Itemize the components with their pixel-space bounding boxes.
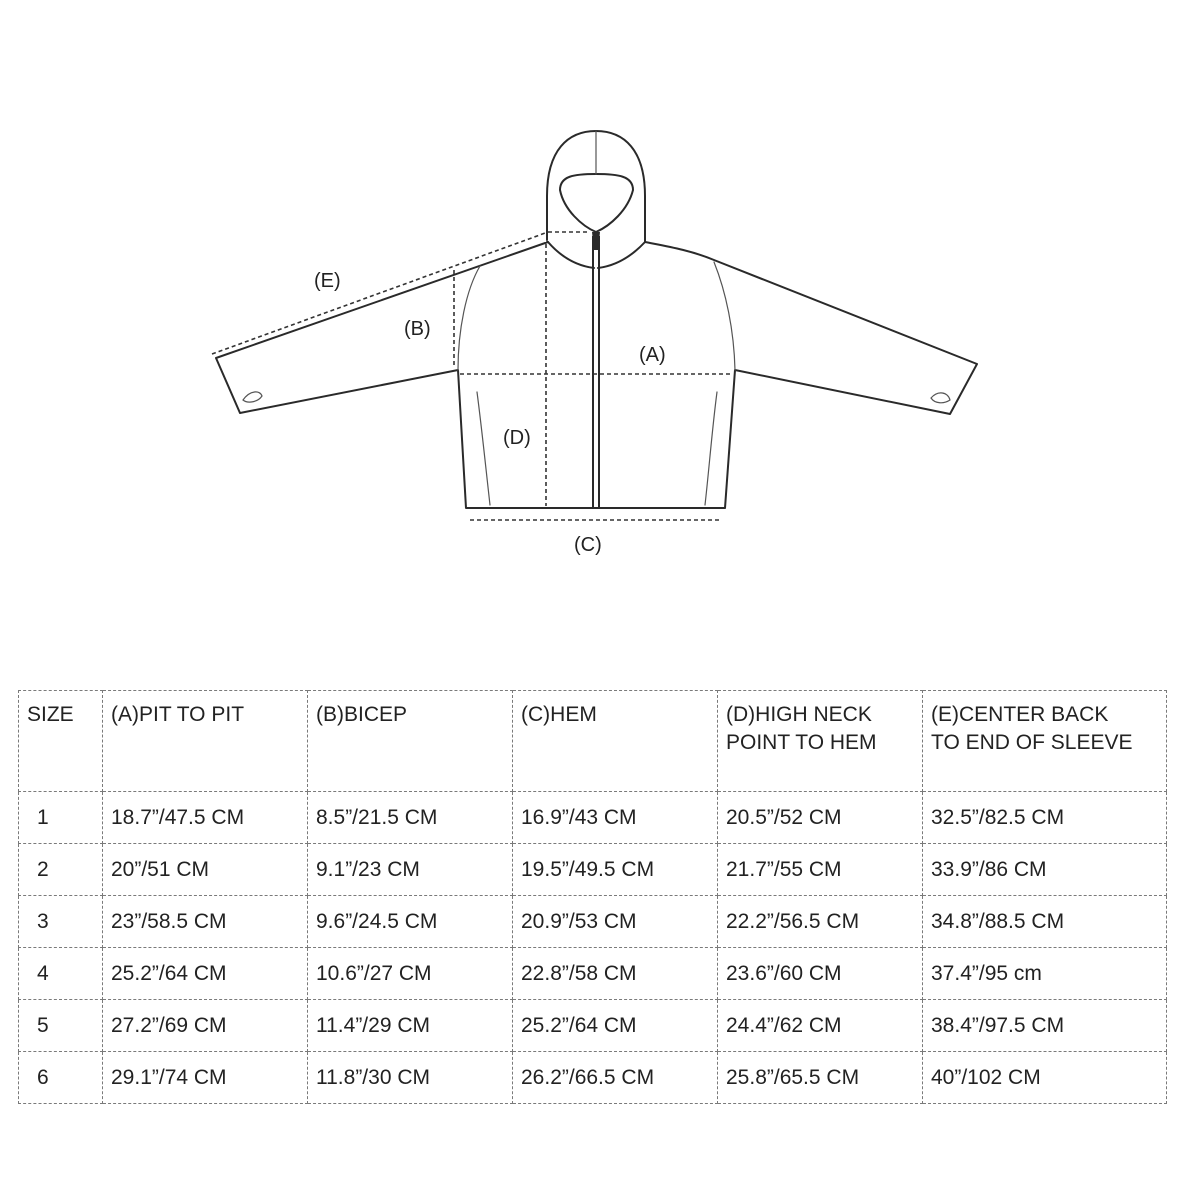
hood-opening xyxy=(560,174,633,232)
measurement-cell: 38.4”/97.5 CM xyxy=(923,1000,1167,1052)
column-header-text: (A)PIT TO PIT xyxy=(111,703,245,726)
measurement-cell: 22.8”/58 CM xyxy=(513,948,718,1000)
column-header xyxy=(308,691,513,792)
measurement-cell: 18.7”/47.5 CM xyxy=(103,792,308,844)
table-row xyxy=(19,792,1167,844)
column-header xyxy=(718,691,923,792)
thumbhole-right xyxy=(931,393,950,403)
armhole-seam-right xyxy=(714,262,735,370)
label-e: (E) xyxy=(314,270,341,292)
measurement-cell: 32.5”/82.5 CM xyxy=(923,792,1167,844)
measurement-cell: 23”/58.5 CM xyxy=(103,896,308,948)
measurement-cell: 22.2”/56.5 CM xyxy=(718,896,923,948)
table-header-row xyxy=(19,691,1167,792)
column-header-text: POINT TO HEM xyxy=(726,731,877,754)
column-header xyxy=(513,691,718,792)
measurement-cell: 23.6”/60 CM xyxy=(718,948,923,1000)
measurement-cell: 16.9”/43 CM xyxy=(513,792,718,844)
measurement-cell: 33.9”/86 CM xyxy=(923,844,1167,896)
column-header xyxy=(19,691,103,792)
measurement-cell: 27.2”/69 CM xyxy=(103,1000,308,1052)
measurement-cell: 8.5”/21.5 CM xyxy=(308,792,513,844)
size-cell: 2 xyxy=(19,844,103,896)
size-cell: 6 xyxy=(19,1052,103,1104)
size-cell: 5 xyxy=(19,1000,103,1052)
size-cell: 1 xyxy=(19,792,103,844)
column-header-text: (B)BICEP xyxy=(316,703,408,726)
thumbhole-left xyxy=(243,392,262,402)
measurement-cell: 25.2”/64 CM xyxy=(103,948,308,1000)
table-row xyxy=(19,1052,1167,1104)
measurement-cell: 19.5”/49.5 CM xyxy=(513,844,718,896)
measurement-cell: 20.5”/52 CM xyxy=(718,792,923,844)
measurement-cell: 34.8”/88.5 CM xyxy=(923,896,1167,948)
label-c: (C) xyxy=(574,534,602,556)
measurement-cell: 11.4”/29 CM xyxy=(308,1000,513,1052)
column-header-text: (C)HEM xyxy=(521,703,597,726)
column-header-text: TO END OF SLEEVE xyxy=(931,731,1133,754)
pocket-line-left xyxy=(477,392,490,505)
yoke-seam-left xyxy=(548,242,594,268)
label-b: (B) xyxy=(404,318,431,340)
measurement-cell: 24.4”/62 CM xyxy=(718,1000,923,1052)
table-row xyxy=(19,844,1167,896)
label-a: (A) xyxy=(639,344,666,366)
table-row xyxy=(19,1000,1167,1052)
column-header-text: SIZE xyxy=(27,703,74,726)
column-header xyxy=(923,691,1167,792)
label-d: (D) xyxy=(503,427,531,449)
column-header-text: (D)HIGH NECK xyxy=(726,703,872,726)
column-header-text: (E)CENTER BACK xyxy=(931,703,1109,726)
measurement-cell: 9.6”/24.5 CM xyxy=(308,896,513,948)
pocket-line-right xyxy=(705,392,717,505)
measurement-cell: 26.2”/66.5 CM xyxy=(513,1052,718,1104)
yoke-seam-right xyxy=(598,242,645,268)
measurement-cell: 20.9”/53 CM xyxy=(513,896,718,948)
measurement-cell: 11.8”/30 CM xyxy=(308,1052,513,1104)
measurement-cell: 29.1”/74 CM xyxy=(103,1052,308,1104)
measurement-cell: 21.7”/55 CM xyxy=(718,844,923,896)
measurement-cell: 25.2”/64 CM xyxy=(513,1000,718,1052)
table-row xyxy=(19,896,1167,948)
measure-line-e xyxy=(212,232,548,354)
table-row xyxy=(19,948,1167,1000)
column-header xyxy=(103,691,308,792)
measurement-cell: 10.6”/27 CM xyxy=(308,948,513,1000)
size-cell: 4 xyxy=(19,948,103,1000)
measurement-cell: 25.8”/65.5 CM xyxy=(718,1052,923,1104)
size-cell: 3 xyxy=(19,896,103,948)
measurement-cell: 9.1”/23 CM xyxy=(308,844,513,896)
measurement-cell: 20”/51 CM xyxy=(103,844,308,896)
armhole-seam-left xyxy=(458,266,480,370)
measurement-cell: 40”/102 CM xyxy=(923,1052,1167,1104)
table-body xyxy=(19,792,1167,1104)
measurement-cell: 37.4”/95 cm xyxy=(923,948,1167,1000)
size-chart-table xyxy=(18,690,1167,1104)
